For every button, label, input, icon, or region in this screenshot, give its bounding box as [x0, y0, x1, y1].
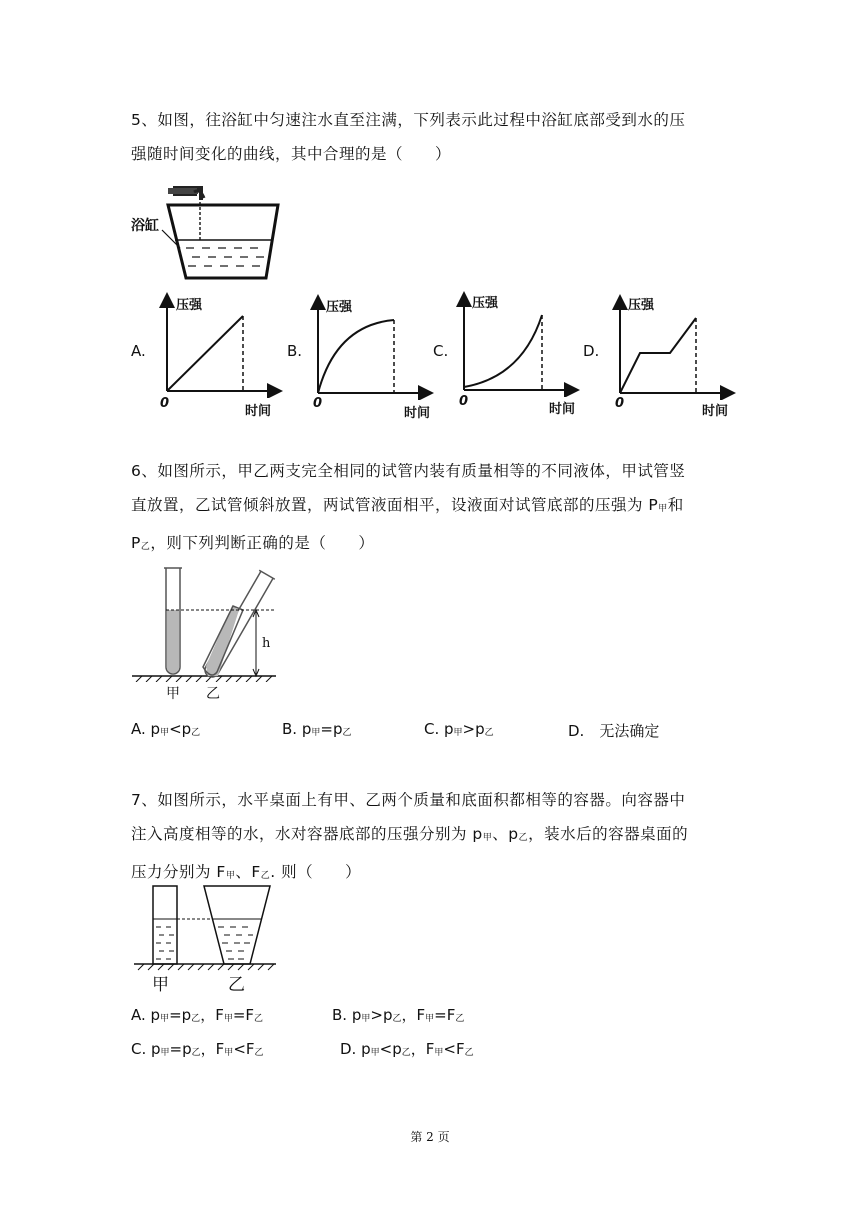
q6-option-c[interactable]: C. p甲>p乙 — [424, 720, 494, 738]
question-7-text — [131, 783, 741, 893]
container-jia-label: 甲 — [152, 975, 169, 995]
q5-option-d[interactable]: D. — [583, 342, 600, 360]
graph-c-origin: 0 — [459, 394, 469, 409]
q6-line-3: P乙，则下列判断正确的是（ ） — [131, 534, 375, 552]
q7-option-d[interactable]: D. p甲<p乙，F甲<F乙 — [340, 1040, 474, 1058]
graph-b-x-label: 时间 — [404, 406, 431, 421]
curve-c — [464, 315, 542, 387]
q7-line-2: 注入高度相等的水，水对容器底部的压强分别为 p甲、p乙，装水后的容器桌面的 — [131, 825, 689, 843]
container-yi-label: 乙 — [228, 975, 245, 995]
q5-line-2: 强随时间变化的曲线，其中合理的是（ ） — [131, 145, 452, 163]
q5-option-b[interactable]: B. — [287, 342, 303, 360]
graph-d-x-label: 时间 — [702, 404, 729, 419]
q6-line-2: 直放置，乙试管倾斜放置，两试管液面相平，设液面对试管底部的压强为 P甲和 — [131, 496, 684, 514]
curve-a — [167, 316, 243, 391]
graph-b-origin: 0 — [313, 396, 323, 411]
bathtub — [168, 205, 278, 278]
graph-c-y-label: 压强 — [472, 296, 499, 311]
q7-option-b[interactable]: B. p甲>p乙，F甲=F乙 — [332, 1006, 465, 1024]
q6-line-1: 6、如图所示，甲乙两支完全相同的试管内装有质量相等的不同液体，甲试管竖 — [131, 462, 686, 480]
graph-d-origin: 0 — [615, 396, 625, 411]
q7-line-3: 压力分别为 F甲、F乙. 则（ ） — [131, 863, 362, 881]
curve-d — [620, 318, 696, 393]
graph-c-x-label: 时间 — [549, 402, 576, 417]
graph-a-y-label: 压强 — [176, 298, 203, 313]
graph-a — [155, 288, 285, 398]
container-yi — [204, 886, 270, 964]
q7-option-a[interactable]: A. p甲=p乙，F甲=F乙 — [131, 1006, 264, 1024]
page-number: 第 2 页 — [410, 1130, 450, 1144]
q6-option-b[interactable]: B. p甲=p乙 — [282, 720, 352, 738]
graph-d-y-label: 压强 — [628, 298, 655, 313]
tube-yi-label: 乙 — [206, 686, 220, 702]
q7-line-1: 7、如图所示，水平桌面上有甲、乙两个质量和底面积都相等的容器。向容器中 — [131, 791, 686, 809]
q6-option-d[interactable]: D. 无法确定 — [568, 722, 660, 740]
q5-option-c[interactable]: C. — [433, 342, 449, 360]
graph-b-y-label: 压强 — [326, 300, 353, 315]
height-label: h — [262, 636, 271, 651]
q5-line-1: 5、如图，往浴缸中匀速注水直至注满，下列表示此过程中浴缸底部受到水的压 — [131, 111, 686, 129]
graph-a-origin: 0 — [160, 396, 170, 411]
containers-figure — [130, 882, 280, 972]
container-jia — [153, 886, 177, 964]
q5-option-a[interactable]: A. — [131, 342, 146, 360]
q7-option-c[interactable]: C. p甲=p乙，F甲<F乙 — [131, 1040, 264, 1058]
question-6-text — [131, 454, 741, 564]
question-5-text — [131, 103, 741, 171]
tube-jia-label: 甲 — [166, 686, 180, 702]
graph-a-x-label: 时间 — [245, 404, 272, 419]
tub-label: 浴缸 — [131, 218, 159, 234]
curve-b — [318, 320, 394, 393]
q6-option-a[interactable]: A. p甲<p乙 — [131, 720, 201, 738]
test-tube-figure — [130, 562, 280, 682]
